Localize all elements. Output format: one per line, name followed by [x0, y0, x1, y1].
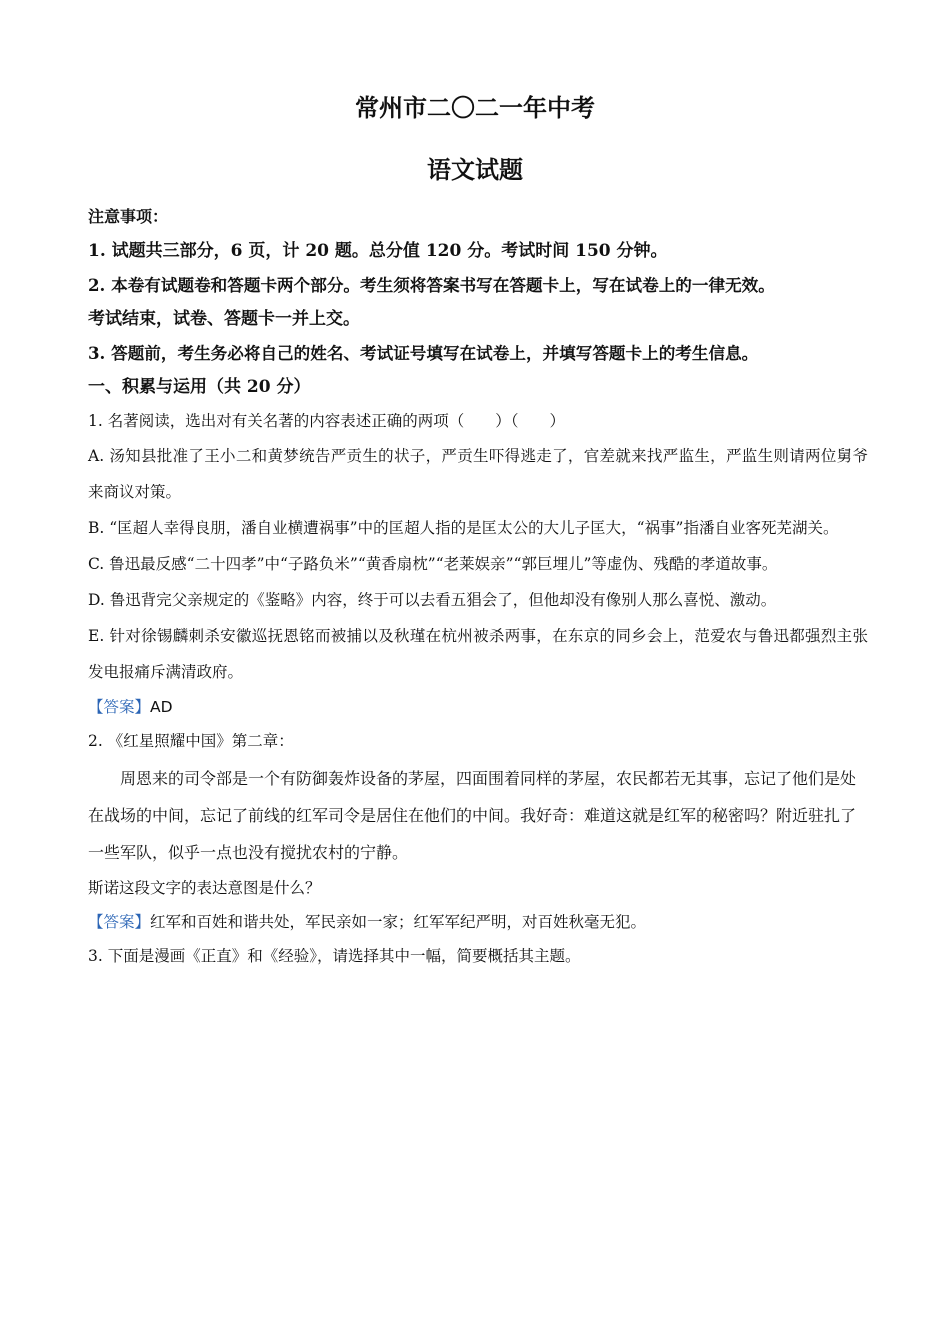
question-stem: 2. 《红星照耀中国》第二章：	[88, 732, 294, 750]
notice-item: 1. 试题共三部分，6 页，计 20 题。总分值 120 分。考试时间 150 分钟。	[88, 241, 668, 261]
question-option: C. 鲁迅最反感“二十四孝”中“子路负米”“黄香扇枕”“老莱娱亲”“郭巨埋儿”等虚伪、残酷的孝道故事。	[88, 555, 778, 573]
page-subtitle: 语文试题	[427, 155, 523, 184]
notice-item: 考试结束，试卷、答题卡一并上交。	[88, 309, 360, 329]
notice-heading: 注意事项：	[88, 207, 169, 226]
question-stem: 3. 下面是漫画《正直》和《经验》，请选择其中一幅，简要概括其主题。	[88, 947, 581, 965]
question-option: B. “匡超人幸得良朋，潘自业横遭祸事”中的匡超人指的是匡太公的大儿子匡大，“祸事”指潘自业客死芜湖关。	[88, 519, 839, 537]
page-title: 常州市二〇二一年中考	[355, 93, 595, 122]
question-option: E. 针对徐锡麟刺杀安徽巡抚恩铭而被捕以及秋瑾在杭州被杀两事，在东京的同乡会上，范爱农与鲁迅都强烈主张发电报痛斥满清政府。	[88, 627, 868, 681]
question-option: A. 汤知县批准了王小二和黄梦统告严贡生的状子，严贡生吓得逃走了，官差就来找严监生，严监生则请两位舅爷来商议对策。	[88, 447, 868, 501]
section-heading: 一、积累与运用（共 20 分）	[88, 377, 311, 397]
notice-item: 3. 答题前，考生务必将自己的姓名、考试证号填写在试卷上，并填写答题卡上的考生信息。	[88, 343, 759, 363]
exam-content	[88, 204, 868, 973]
question-prompt: 斯诺这段文字的表达意图是什么？	[88, 879, 321, 897]
question-option: D. 鲁迅背完父亲规定的《鉴略》内容，终于可以去看五猖会了，但他却没有像别人那么喜悦、激动。	[88, 591, 777, 609]
answer-tag: 【答案】	[88, 913, 151, 931]
question-stem: 1. 名著阅读，选出对有关名著的内容表述正确的两项（ ）（ ）	[88, 412, 565, 430]
reading-passage: 周恩来的司令部是一个有防御轰炸设备的茅屋，四面围着同样的茅屋，农民都若无其事，忘记了他们是处在战场的中间，忘记了前线的红军司令是居住在他们的中间。我好奇：难道这就是红军的秘密吗？附近驻扎了一些军队，似乎一点也没有搅扰农村的宁静。	[88, 769, 857, 862]
answer-line	[88, 690, 868, 724]
answer-value: AD	[150, 698, 173, 716]
answer-value: 红军和百姓和谐共处，军民亲如一家；红军军纪严明，对百姓秋毫无犯。	[150, 913, 647, 931]
answer-tag: 【答案】	[88, 698, 151, 716]
notice-item: 2. 本卷有试题卷和答题卡两个部分。考生须将答案书写在答题卡上，写在试卷上的一律无效。	[88, 275, 775, 295]
answer-line	[88, 905, 868, 939]
